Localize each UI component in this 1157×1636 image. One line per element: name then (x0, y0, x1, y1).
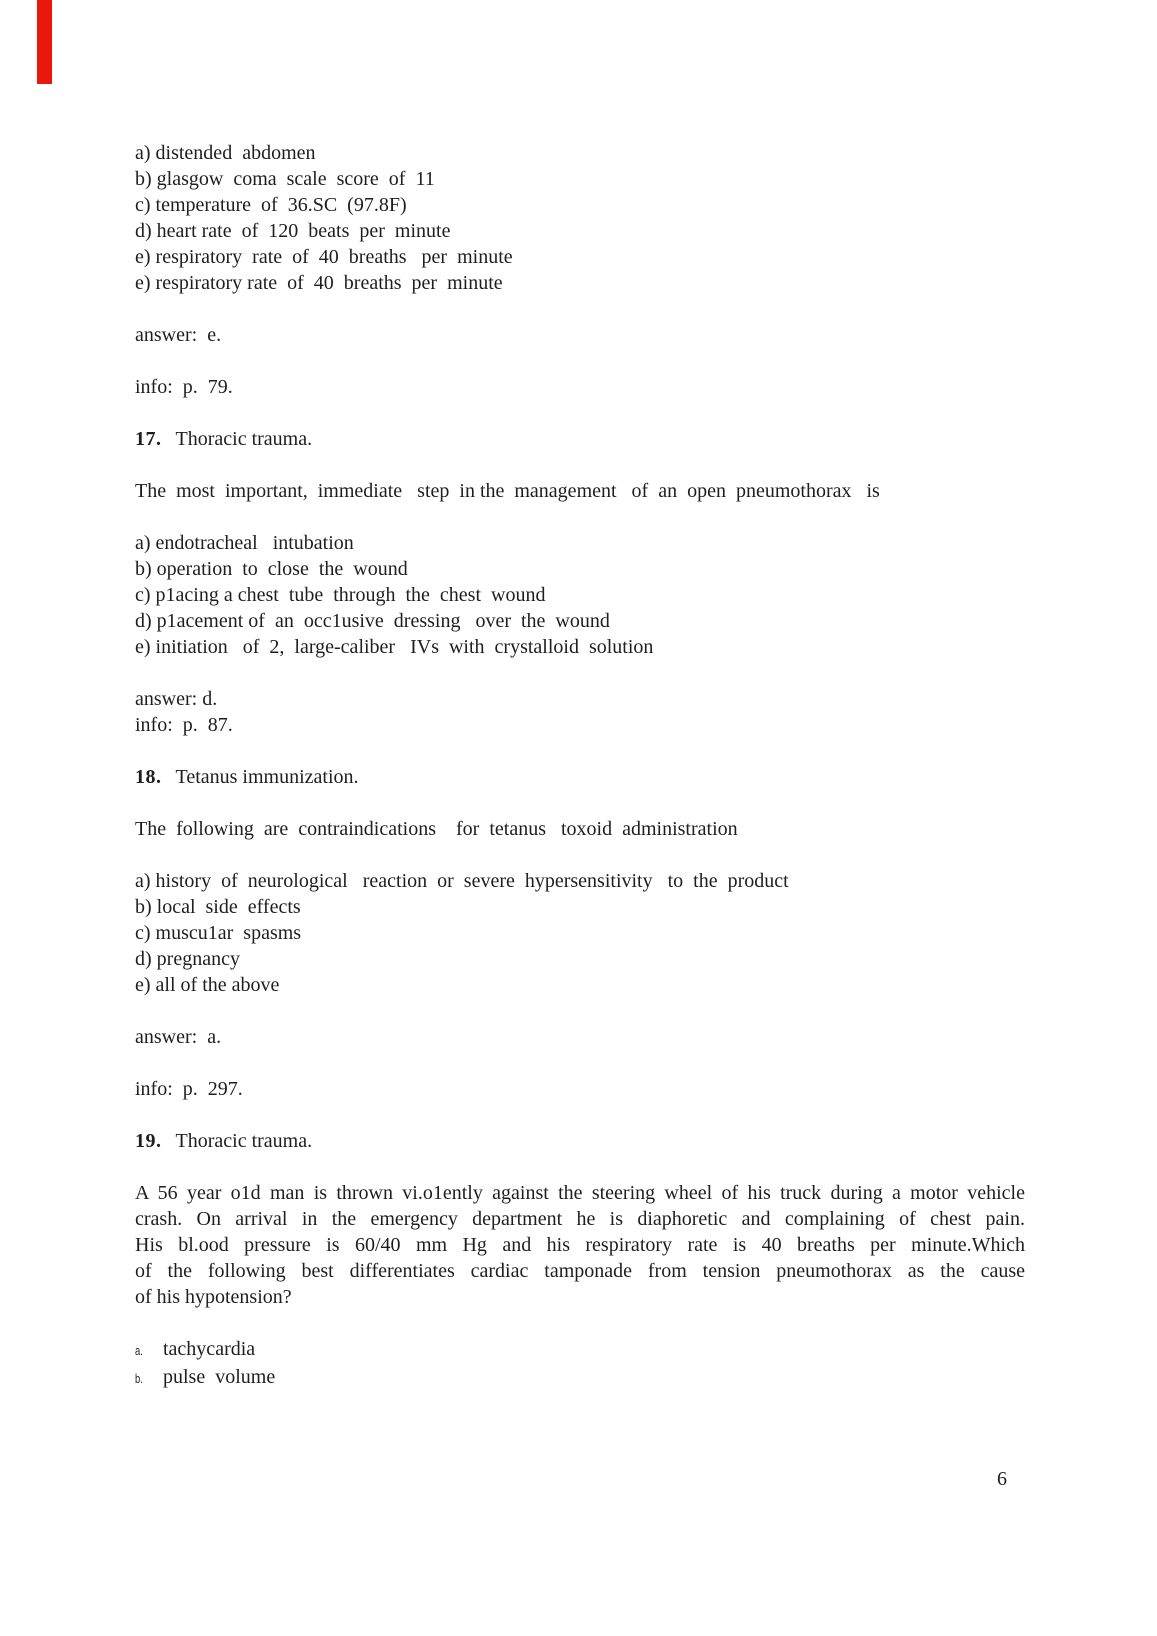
q17-stem: The most important, immediate step in the management of an open pneumothorax is (135, 480, 880, 502)
q19-stem (135, 1180, 1025, 1310)
q16-option-e2: e) respiratory rate of 40 breaths per minute (135, 272, 503, 294)
q18-option-c: c) muscu1ar spasms (135, 922, 302, 944)
q19-stem-line-2: crash. On arrival in the emergency department he is diaphoretic and complaining of chest pain. (135, 1208, 1025, 1230)
q19-option-b-marker: b. (135, 1371, 143, 1386)
q19-option-b (135, 1364, 1025, 1392)
q16-answer: answer: e. (135, 324, 222, 346)
q19-option-a-marker: a. (135, 1343, 143, 1358)
q17-option-b: b) operation to close the wound (135, 558, 408, 580)
q19-option-a-text: tachycardia (163, 1338, 256, 1360)
q16-option-d: d) heart rate of 120 beats per minute (135, 220, 451, 242)
q17-info: info: p. 87. (135, 714, 233, 736)
q18-options (135, 868, 1025, 998)
q18-option-e: e) all of the above (135, 974, 280, 996)
q18-title: Tetanus immunization. (175, 766, 359, 788)
q17-heading (135, 426, 1025, 452)
q19-options (135, 1336, 1025, 1392)
red-margin-mark (37, 0, 52, 84)
page-number: 6 (997, 1468, 1007, 1490)
q18-option-b: b) local side effects (135, 896, 301, 918)
q17-option-e: e) initiation of 2, large-caliber IVs with crystalloid solution (135, 636, 654, 658)
q17-title: Thoracic trauma. (175, 428, 313, 450)
q16-option-b: b) glasgow coma scale score of 11 (135, 168, 435, 190)
q19-number: 19. (135, 1130, 162, 1152)
q19-stem-line-5: of his hypotension? (135, 1286, 292, 1308)
q19-heading (135, 1128, 1025, 1154)
q18-heading (135, 764, 1025, 790)
q18-option-a: a) history of neurological reaction or severe hypersensitivity to the product (135, 870, 789, 892)
q16-options (135, 140, 1025, 296)
q16-option-c: c) temperature of 36.SC (97.8F) (135, 194, 407, 216)
q18-stem: The following are contraindications for tetanus toxoid administration (135, 818, 738, 840)
q17-options (135, 530, 1025, 660)
q19-option-a (135, 1336, 1025, 1364)
q16-option-e1: e) respiratory rate of 40 breaths per minute (135, 246, 513, 268)
q17-answer: answer: d. (135, 688, 218, 710)
q16-info: info: p. 79. (135, 376, 233, 398)
document-page (135, 140, 1025, 1392)
q19-option-b-text: pulse volume (163, 1366, 276, 1388)
q19-stem-line-3: His bl.ood pressure is 60/40 mm Hg and his respiratory rate is 40 breaths per minute.Which (135, 1234, 1025, 1256)
q17-option-c: c) p1acing a chest tube through the chest wound (135, 584, 546, 606)
q17-option-d: d) p1acement of an occ1usive dressing over the wound (135, 610, 610, 632)
q19-stem-line-1: A 56 year o1d man is thrown vi.o1ently against the steering wheel of his truck during a motor vehicle (135, 1182, 1025, 1204)
q19-stem-line-4: of the following best differentiates cardiac tamponade from tension pneumothorax as the cause (135, 1260, 1025, 1282)
q18-info: info: p. 297. (135, 1078, 243, 1100)
q17-option-a: a) endotracheal intubation (135, 532, 354, 554)
q17-number: 17. (135, 428, 162, 450)
q16-option-a: a) distended abdomen (135, 142, 316, 164)
q18-number: 18. (135, 766, 162, 788)
q19-title: Thoracic trauma. (175, 1130, 313, 1152)
q18-answer: answer: a. (135, 1026, 222, 1048)
q18-option-d: d) pregnancy (135, 948, 240, 970)
